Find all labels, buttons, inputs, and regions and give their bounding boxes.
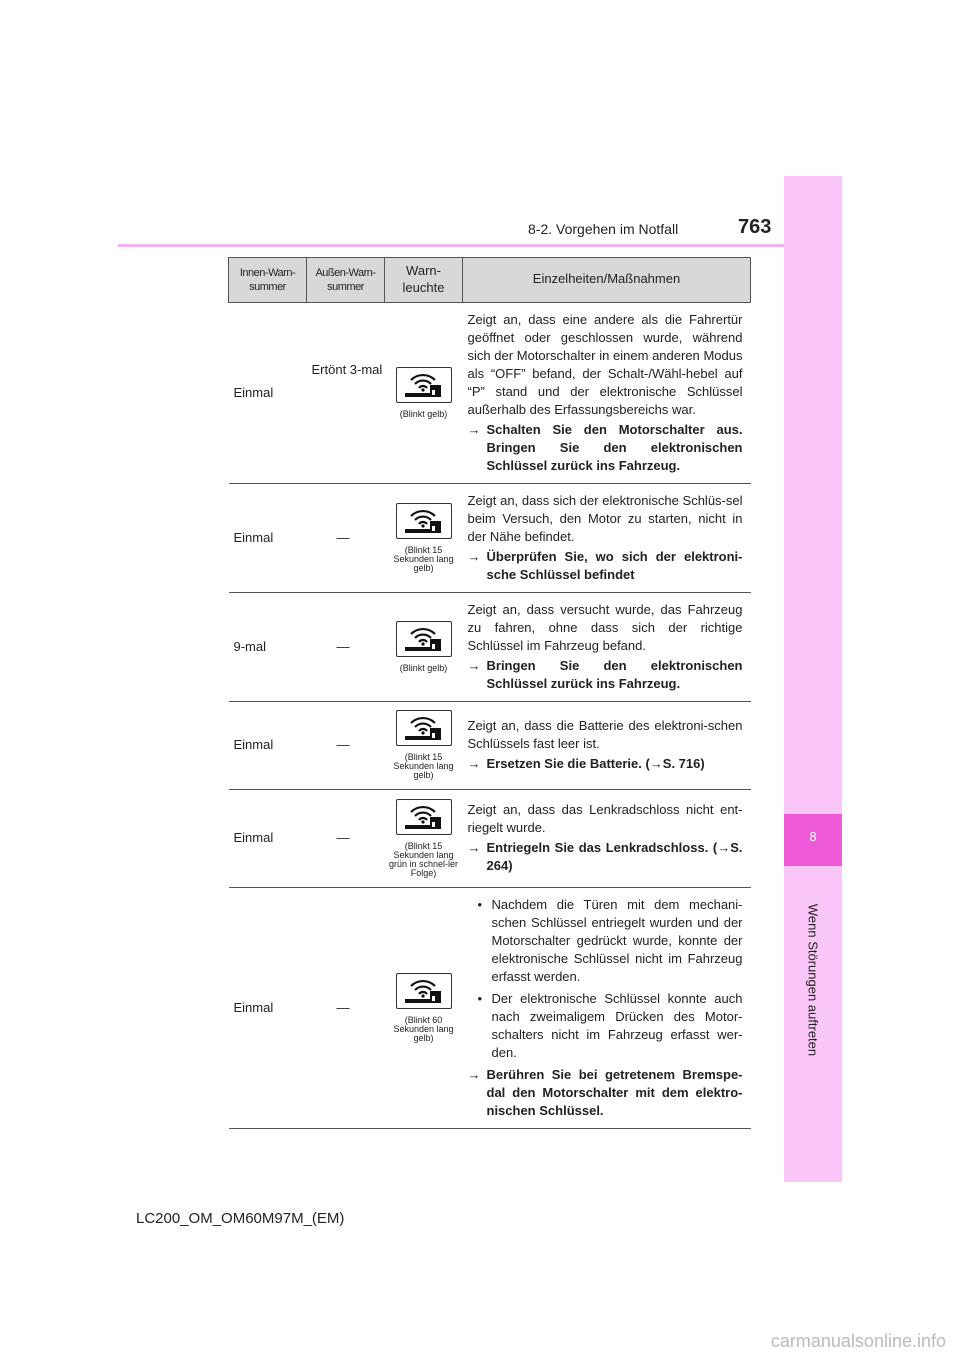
lamp-caption: (Blinkt 15 Sekunden lang gelb) — [393, 544, 454, 573]
warning-lamp-cell — [385, 701, 463, 789]
arrow-icon: → — [467, 548, 481, 564]
watermark: carmanualsonline.info — [770, 1331, 946, 1351]
header-inner-buzzer: Innen-Warn-summer — [229, 258, 307, 303]
lamp-caption: (Blinkt 15 Sekunden lang gelb) — [393, 752, 454, 781]
table-header-row — [229, 258, 751, 303]
warning-lamp-cell — [385, 302, 463, 483]
smart-key-warning-icon — [396, 799, 452, 835]
section-title: 8-2. Vorgehen im Notfall — [528, 221, 679, 237]
action-text: Bringen Sie den elektronischen Schlüssel zurück ins Fahrzeug. — [486, 657, 743, 691]
action-instruction — [468, 755, 743, 773]
inner-buzzer-cell: Einmal — [229, 302, 307, 483]
footer-code: LC200_OM_OM60M97M_(EM) — [136, 1210, 345, 1227]
action-text: Ersetzen Sie die Batterie. (→S. 716) — [486, 756, 705, 772]
warning-lamp-cell — [385, 592, 463, 701]
table-row — [229, 302, 751, 483]
table-row — [229, 887, 751, 1128]
details-cell — [463, 483, 751, 592]
bullet-item — [468, 896, 743, 986]
chapter-number: 8 — [809, 829, 817, 844]
page-number: 763 — [738, 216, 772, 238]
action-instruction — [468, 657, 743, 693]
inner-buzzer-cell: Einmal — [229, 887, 307, 1128]
header-rule — [118, 244, 784, 247]
description: Zeigt an, dass versucht wurde, das Fahrzeug zu fahren, ohne dass sich der richtige Schlüssel im Fahrzeug befand. — [467, 601, 743, 653]
bullet-item — [468, 990, 743, 1062]
lamp-caption: (Blinkt gelb) — [399, 662, 448, 673]
table-row — [229, 483, 751, 592]
header-details: Einzelheiten/Maßnahmen — [463, 258, 751, 303]
description: Zeigt an, dass die Batterie des elektroni-schen Schlüssels fast leer ist. — [467, 718, 743, 752]
warning-lamp-cell — [385, 483, 463, 592]
table-row — [229, 701, 751, 789]
action-text: Überprüfen Sie, wo sich der elektroni-sche Schlüssel befindet — [486, 548, 743, 582]
outer-buzzer-cell: — — [307, 789, 385, 887]
details-cell — [463, 701, 751, 789]
smart-key-warning-icon — [396, 710, 452, 746]
smart-key-warning-icon — [396, 503, 452, 539]
outer-buzzer-cell: — — [307, 592, 385, 701]
warning-lamp-cell — [385, 887, 463, 1128]
outer-buzzer-cell: — — [307, 887, 385, 1128]
bullet-dot: • — [477, 896, 483, 912]
outer-buzzer-cell: — — [307, 483, 385, 592]
arrow-icon: → — [467, 421, 481, 437]
action-instruction — [468, 548, 743, 584]
inner-buzzer-cell: Einmal — [229, 789, 307, 887]
arrow-icon: → — [467, 840, 481, 856]
lamp-caption: (Blinkt 60 Sekunden lang gelb) — [393, 1014, 454, 1043]
inner-buzzer-cell: Einmal — [229, 483, 307, 592]
details-cell — [463, 592, 751, 701]
action-instruction — [468, 421, 743, 475]
arrow-icon: → — [467, 1066, 481, 1082]
header-outer-buzzer: Außen-Warn-summer — [307, 258, 385, 303]
bullet-text: Der elektronische Schlüssel konnte auch nach zweimaligem Drücken des Motor-schalters nicht im Fahrzeug erfasst wer-den. — [491, 990, 743, 1060]
smart-key-warning-icon — [396, 621, 452, 657]
action-instruction — [468, 1066, 743, 1120]
inner-buzzer-cell: 9-mal — [229, 592, 307, 701]
description: Zeigt an, dass eine andere als die Fahrertür geöffnet oder geschlossen wurde, während sich der Motorschalter in einem anderen Modus als “OFF” befand, der Schalt-/Wähl-hebel auf “P” stand und der elektronische Schlüssel außerhalb des Erfassungsbereichs war. — [467, 311, 743, 417]
action-text: Schalten Sie den Motorschalter aus. Bringen Sie den elektronischen Schlüssel zurück ins Fahrzeug. — [486, 421, 743, 473]
details-cell — [463, 887, 751, 1128]
bullet-text: Nachdem die Türen mit dem mechani-schen Schlüssel entriegelt wurden und der Motorschalter gedrückt wurde, konnte der elektronische Schlüssel nicht im Fahrzeug erfasst werden. — [491, 896, 743, 984]
table-row — [229, 592, 751, 701]
chapter-title: Wenn Störungen auftreten — [805, 903, 821, 1057]
action-instruction — [468, 839, 743, 875]
warning-lamp-cell — [385, 789, 463, 887]
inner-buzzer-cell: Einmal — [229, 701, 307, 789]
arrow-icon: → — [467, 756, 481, 772]
lamp-caption: (Blinkt gelb) — [399, 408, 448, 419]
arrow-icon: → — [467, 657, 481, 673]
outer-buzzer-cell: — — [307, 701, 385, 789]
lamp-caption: (Blinkt 15 Sekunden lang grün in schnel-ler Folge) — [388, 840, 459, 878]
bullet-dot: • — [477, 990, 483, 1006]
action-text: Entriegeln Sie das Lenkradschloss. (→S. 264) — [486, 840, 743, 874]
description: Zeigt an, dass sich der elektronische Schlüs-sel beim Versuch, den Motor zu starten, nicht in der Nähe befindet. — [467, 492, 743, 544]
smart-key-warning-icon — [396, 367, 452, 403]
warning-table — [228, 257, 751, 1129]
action-text: Berühren Sie bei getretenem Bremspe-dal den Motorschalter mit dem elektro-nischen Schlüssel. — [486, 1066, 743, 1118]
smart-key-warning-icon — [396, 973, 452, 1009]
details-cell — [463, 302, 751, 483]
header-warning-lamp: Warn-leuchte — [385, 258, 463, 303]
description: Zeigt an, dass das Lenkradschloss nicht ent-riegelt wurde. — [467, 802, 743, 836]
table-row — [229, 789, 751, 887]
outer-buzzer-cell: Ertönt 3-mal — [307, 302, 385, 483]
details-cell — [463, 789, 751, 887]
